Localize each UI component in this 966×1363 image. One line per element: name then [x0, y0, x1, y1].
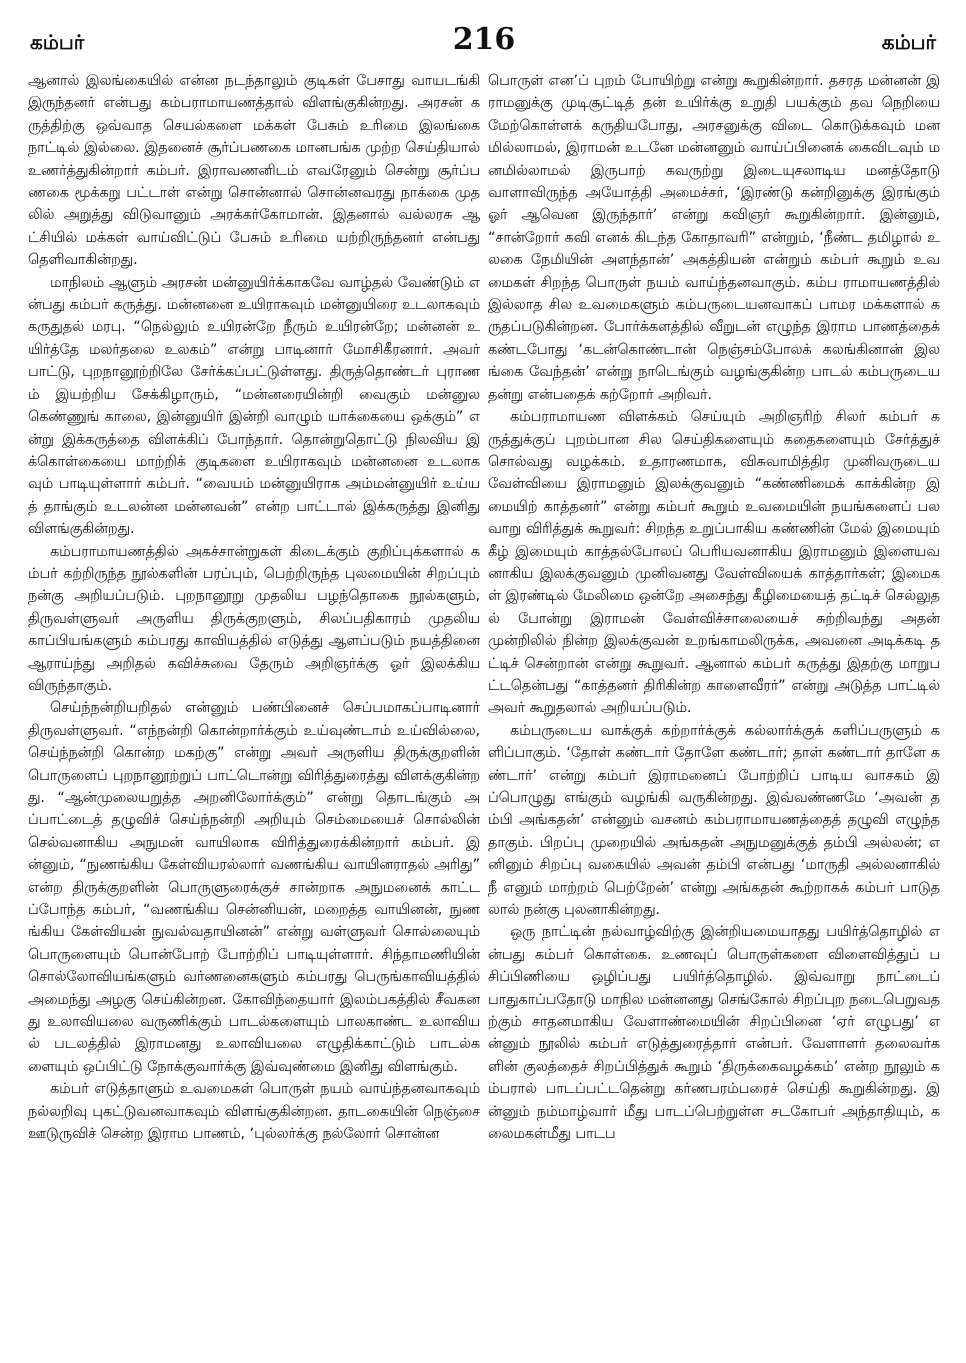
paragraph: ஆனால் இலங்கையில் என்ன நடந்தாலும் குடிகள் பேசாது வாயடங்கி இருந்தனர் என்பது கம்பராமாயணத்தால் விளங்குகின்றது. அரசன் கருத்திற்கு ஒவ்வாத செயல்களை மக்கள் பேசும் உரிமை இலங்கை நாட்டில் இல்லை. இதனைச் சூர்ப்பணகை மானபங்க முற்ற செய்தியால் உணர்த்துகின்றார் கம்பர். இராவணனிடம் எவரேனும் சென்று சூர்ப்பணகை மூக்கறு பட்டாள் என்று சொன்னால் சொன்னவரது நாக்கை முதலில் அறுத்து விடுவானும் அரக்கர்கோமான். இதனால் வல்லரசு ஆட்சியில் மக்கள் வாய்விட்டுப் பேசும் உரிமை யற்றிருந்தனர் என்பது தெளிவாகின்றது. — [28, 73, 480, 269]
paragraph: கம்பர் எடுத்தாளும் உவமைகள் பொருள் நயம் வாய்ந்தனவாகவும் நல்லறிவு புகட்டுவனவாகவும் விளங்குகின்றன. தாடகையின் நெஞ்சை ஊடுருவிச் சென்ற இராம பாணம், ‘புல்லர்க்கு நல்லோர் சொன்ன — [28, 1081, 480, 1143]
paragraph: பொருள் என’ப் புறம் போயிற்று என்று கூறுகின்றார். தசரத மன்னன் இராமனுக்கு முடிசூட்டித் தன் உயிர்க்கு உறுதி பயக்கும் தவ நெறியை மேற்கொள்ளக் கருதியபோது, அரசனுக்கு விடை கொடுக்கவும் மனமில்லாமல், இராமன் உடனே மன்னனும் வாய்ப்பினைக் கைவிடவும் மனமில்லாமல் இருபாற் கவருற்று இடையுசலாடிய மனத்தோடு வாளாவிருந்த அயோத்தி அமைச்சர், ‘இரண்டு கன்றினுக்கு இரங்கும் ஓர் ஆவென இருந்தார்’ என்று கவிஞர் கூறுகின்றார். இன்னும், “சான்றோர் கவி எனக் கிடந்த கோதாவரி” என்றும், ‘நீண்ட தமிழால் உலகை நேமியின் அளந்தான்’ அகத்தியன் என்றும் கம்பர் கூறும் உவமைகள் சிறந்த பொருள் நயம் வாய்ந்தனவாகும். கம்ப ராமாயணத்தில் இல்லாத சில உவமைகளும் கம்பருடையனவாகப் பாமர மக்களால் கருதப்படுகின்றன. போர்க்களத்தில் வீறுடன் எழுந்த இராம பாணத்தைக் கண்டபோது ‘கடன்கொண்டான் நெஞ்சம்போலக் கலங்கினான் இலங்கை வேந்தன்’ என்று நாடெங்கும் வழங்குகின்ற பாடல் கம்பருடைய தன்று என்பதைக் கற்றோர் அறிவர். — [488, 73, 940, 403]
running-head-right: கம்பர் — [881, 30, 936, 54]
text-columns — [28, 70, 940, 1355]
paragraph: கம்பராமாயண விளக்கம் செய்யும் அறிஞரிற் சிலர் கம்பர் கருத்துக்குப் புறம்பான சில செய்திகளையும் கதைகளையும் சேர்த்துச் சொல்வது வழக்கம். உதாரணமாக, விசுவாமித்திர முனிவருடைய வேள்வியை இராமனும் இலக்குவனும் “கண்ணிமைக் காக்கின்ற இமையிற் காத்தனர்” என்று கம்பர் கூறும் உவமையின் நயங்களைப் பலவாறு விரித்துக் கூறுவர்: சிறந்த உறுப்பாகிய கண்ணின் மேல் இமையும் கீழ் இமையும் காத்தல்போலப் பெரியவனாகிய இராமனும் இளையவனாகிய இலக்குவனும் முனிவனது வேள்வியைக் காத்தார்கள்; இமைகள் இரண்டில் மேலிமை ஒன்றே அசைந்து கீழிமையைத் தட்டிச் செல்லுதல் போன்று இராமன் வேள்விச்சாலையைச் சுற்றிவந்து அதன் முன்றிலில் நின்ற இலக்குவன் உறங்காமலிருக்க, அவனை அடிக்கடி தட்டிச் சென்றான் என்று கூறுவர். ஆனால் கம்பர் கருத்து இதற்கு மாறுபட்டதென்பது “காத்தனர் திரிகின்ற காளைவீரர்” என்று அடுத்த பாட்டில் அவர் கூறுதலால் அறியப்படும். — [488, 409, 940, 717]
page-header — [28, 22, 940, 62]
paragraph: செய்ந்நன்றியறிதல் என்னும் பண்பினைச் செப்பமாகப்பாடினார் திருவள்ளுவர். “எந்நன்றி கொன்றார்க்கும் உய்வுண்டாம் உய்வில்லை, செய்ந்நன்றி கொன்ற மகற்கு” என்று அவர் அருளிய திருக்குறளின் பொருளைப் புறநானூற்றுப் பாட்டொன்று விரித்துரைத்து விளக்குகின்றது. “ஆன்முலையறுத்த அறனிலோர்க்கும்” என்று தொடங்கும் அப்பாட்டைத் தழுவிச் செய்ந்நன்றி அறியும் செம்மையைச் சொல்லின் செல்வனாகிய அநுமன் வாயிலாக விரித்துரைக்கின்றார் கம்பர். இன்னும், “நுணங்கிய கேள்வியரல்லார் வணங்கிய வாயினராதல் அரிது” என்ற திருக்குறளின் பொருளுரைக்குச் சான்றாக அநுமனைக் காட்டப்போந்த கம்பர், “வணங்கிய சென்னியன், மறைத்த வாயினன், நுணங்கிய கேள்வியன் நுவல்வதாயினன்” என்று வள்ளுவர் சொல்லையும் பொருளையும் பொன்போற் போற்றிப் பாடியுள்ளார். சிந்தாமணியின் சொல்லோவியங்களும் வர்ணனைகளும் கம்பரது பெருங்காவியத்தில் அமைந்து அழகு செய்கின்றன. கோவிந்தையார் இலம்பகத்தில் சீவகனது உலாவியலை வருணிக்கும் பாடல்களையும் பாலகாண்ட உலாவியல் படலத்தில் இராமனது உலாவியலை எழுதிக்காட்டும் பாடல்களையும் ஒப்பிட்டு நோக்குவார்க்கு இவ்வுண்மை இனிது விளங்கும். — [28, 700, 480, 1075]
page-number: 216 — [452, 22, 516, 57]
right-column — [488, 70, 940, 1355]
paragraph: மாநிலம் ஆளும் அரசன் மன்னுயிர்க்காகவே வாழ்தல் வேண்டும் என்பது கம்பர் கருத்து. மன்னனை உயிராகவும் மன்னுயிரை உடலாகவும் கருதுதல் மரபு. “நெல்லும் உயிரன்றே நீரும் உயிரன்றே; மன்னன் உயிர்த்தே மலர்தலை உலகம்” என்று பாடினார் மோசிகீரனார். அவர் பாட்டு, புறநானூற்றிலே சேர்க்கப்பட்டுள்ளது. திருத்தொண்டர் புராணம் இயற்றிய சேக்கிழாரும், “மன்னரையின்றி வைகும் மன்னுலகெண்ணுங் காலை, இன்னுயிர் இன்றி வாழும் யாக்கையை ஒக்கும்” என்று இக்கருத்தை விளக்கிப் போந்தார். தொன்றுதொட்டு நிலவிய இக்கொள்கையை மாற்றிக் குடிகளை உயிராகவும் மன்னனை உடலாகவும் பாடியுள்ளார் கம்பர். “வையம் மன்னுயிராக அம்மன்னுயிர் உய்யத் தாங்கும் உடலன்ன மன்னவன்” என்ற பாட்டால் இக்கருத்து இனிது விளங்குகின்றது. — [28, 274, 480, 538]
paragraph: கம்பராமாயணத்தில் அகச்சான்றுகள் கிடைக்கும் குறிப்புக்களால் கம்பர் கற்றிருந்த நூல்களின் பரப்பும், பெற்றிருந்த புலமையின் சிறப்பும் நன்கு அறியப்படும். புறநானூறு முதலிய பழந்தொகை நூல்களும், திருவள்ளுவர் அருளிய திருக்குறளும், சிலப்பதிகாரம் முதலிய காப்பியங்களும் கம்பரது காவியத்தில் எடுத்து ஆளப்படும் நயத்தினை ஆராய்ந்து அறிதல் கவிச்சுவை தேரும் அறிஞர்க்கு ஓர் இலக்கிய விருந்தாகும். — [28, 543, 480, 694]
left-column — [28, 70, 480, 1355]
running-head-left: கம்பர் — [30, 30, 85, 54]
paragraph: ஒரு நாட்டின் நல்வாழ்விற்கு இன்றியமையாதது பயிர்த்தொழில் என்பது கம்பர் கொள்கை. உணவுப் பொருள்களை விளைவித்துப் பசிப்பிணியை ஒழிப்பது பயிர்த்தொழில். இவ்வாறு நாட்டைப் பாதுகாப்பதோடு மாநில மன்னனது செங்கோல் சிறப்புற நடைபெறுவதற்கும் சாதனமாகிய வேளாண்மையின் சிறப்பினை ‘ஏர் எழுபது’ என்னும் நூலில் கம்பர் எடுத்துரைத்தார் என்பர். வேளாளர் தலைவர்களின் குலத்தைச் சிறப்பித்துக் கூறும் ‘திருக்கைவழக்கம்’ என்ற நூலும் கம்பரால் பாடப்பட்டதென்று கர்ணபரம்பரைச் செய்தி கூறுகின்றது. இன்னும் நம்மாழ்வார் மீது பாடப்பெற்றுள்ள சடகோபர் அந்தாதியும், கலைமகள்மீது பாடப — [488, 924, 940, 1143]
paragraph: கம்பருடைய வாக்குக் கற்றார்க்குக் கல்லார்க்குக் களிப்பருளும் களிப்பாகும். ‘தோள் கண்டார் தோளே கண்டார்; தாள் கண்டார் தாளே கண்டார்’ என்று கம்பர் இராமனைப் போற்றிப் பாடிய வாசகம் இப்பொழுது எங்கும் வழங்கி வருகின்றது. இவ்வண்ணமே ‘அவன் தம்பி அங்கதன்’ என்னும் வசனம் கம்பராமாயணத்தைத் தழுவி எழுந்ததாகும். பிறப்பு முறையில் அங்கதன் அநுமனுக்குத் தம்பி அல்லன்; எனினும் சிறப்பு வகையில் அவன் தம்பி என்பது ‘மாருதி அல்லனாகில் நீ எனும் மாற்றம் பெற்றேன்’ என்று அங்கதன் கூற்றாகக் கம்பர் பாடுதலால் நன்கு புலனாகின்றது. — [488, 722, 940, 919]
